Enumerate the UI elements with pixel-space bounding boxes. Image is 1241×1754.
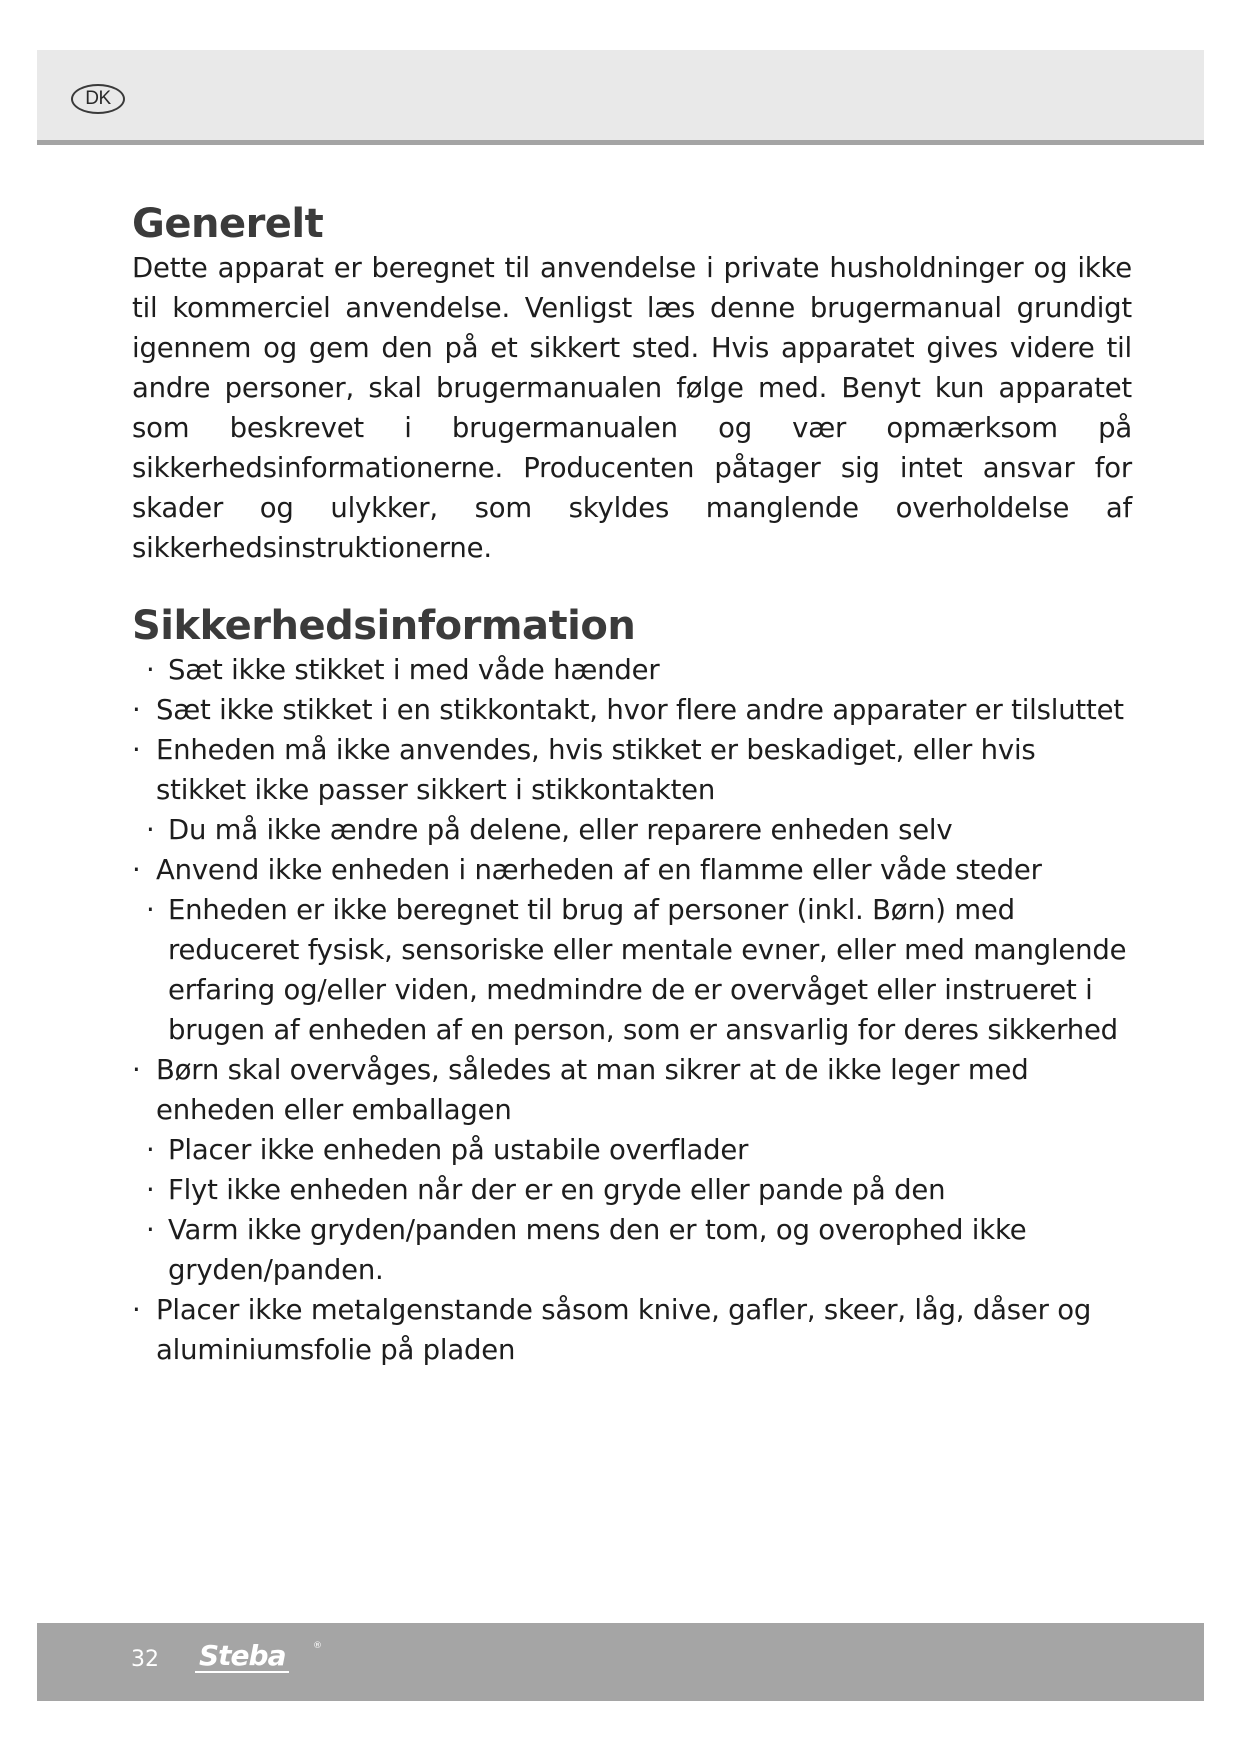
list-item-text: Placer ikke enheden på ustabile overflader: [168, 1134, 749, 1166]
bullet-icon: ·: [132, 1294, 141, 1326]
footer-band: [37, 1623, 1204, 1701]
bullet-icon: ·: [146, 1134, 155, 1166]
section-safety: [132, 602, 1132, 1370]
section-heading-general: Generelt: [132, 201, 324, 247]
bullet-icon: ·: [146, 814, 155, 846]
bullet-icon: ·: [132, 854, 141, 886]
list-item: [132, 1210, 1132, 1290]
bullet-icon: ·: [146, 654, 155, 686]
list-item: [132, 650, 1132, 690]
list-item-text: Enheden er ikke beregnet til brug af personer (inkl. Børn) med reduceret fysisk, sensoriske eller mentale evner, eller med manglende erfaring og/eller viden, medmindre de er overvåget eller instrueret i brugen af enheden af en person, som er ansvarlig for deres sikkerhed: [168, 894, 1127, 1046]
list-item-text: Anvend ikke enheden i nærheden af en flamme eller våde steder: [156, 854, 1042, 886]
list-item: [132, 810, 1132, 850]
list-item-text: Placer ikke metalgenstande såsom knive, gafler, skeer, låg, dåser og aluminiumsfolie på pladen: [156, 1294, 1092, 1366]
list-item-text: Flyt ikke enheden når der er en gryde eller pande på den: [168, 1174, 946, 1206]
bullet-icon: ·: [132, 694, 141, 726]
list-item: [132, 1050, 1132, 1130]
list-item-text: Varm ikke gryden/panden mens den er tom, og overophed ikke gryden/panden.: [168, 1214, 1027, 1286]
list-item-text: Børn skal overvåges, således at man sikrer at de ikke leger med enheden eller emballagen: [156, 1054, 1029, 1126]
bullet-icon: ·: [132, 734, 141, 766]
list-item-text: Sæt ikke stikket i en stikkontakt, hvor flere andre apparater er tilsluttet: [156, 694, 1124, 726]
language-badge: DK: [71, 84, 125, 114]
bullet-icon: ·: [146, 1174, 155, 1206]
bullet-icon: ·: [132, 1054, 141, 1086]
list-item: [132, 730, 1132, 810]
header-band: [37, 50, 1204, 145]
brand-logo: Steba: [195, 1641, 289, 1673]
bullet-icon: ·: [146, 1214, 155, 1246]
list-item: [132, 690, 1132, 730]
list-item-text: Sæt ikke stikket i med våde hænder: [168, 654, 660, 686]
list-item-text: Du må ikke ændre på delene, eller reparere enheden selv: [168, 814, 953, 846]
section-heading-safety: Sikkerhedsinformation: [132, 603, 636, 649]
safety-list: [132, 650, 1132, 1370]
bullet-icon: ·: [146, 894, 155, 926]
registered-mark-icon: ®: [313, 1641, 322, 1651]
list-item: [132, 1290, 1132, 1370]
list-item: [132, 850, 1132, 890]
list-item: [132, 1170, 1132, 1210]
section-general: [132, 200, 1132, 568]
list-item-text: Enheden må ikke anvendes, hvis stikket er beskadiget, eller hvis stikket ikke passer sikkert i stikkontakten: [156, 734, 1036, 806]
list-item: [132, 1130, 1132, 1170]
page-content: [132, 200, 1132, 1370]
list-item: [132, 890, 1132, 1050]
page-number: 32: [131, 1647, 159, 1672]
general-paragraph: Dette apparat er beregnet til anvendelse i private husholdninger og ikke til kommerciel anvendelse. Venligst læs denne brugermanual grundigt igennem og gem den på et sikkert sted. Hvis apparatet gives videre til andre personer, skal brugermanualen følge med. Benyt kun apparatet som beskrevet i brugermanualen og vær opmærksom på sikkerhedsinformationerne. Producenten påtager sig intet ansvar for skader og ulykker, som skyldes manglende overholdelse af sikkerhedsinstruktionerne.: [132, 252, 1132, 564]
